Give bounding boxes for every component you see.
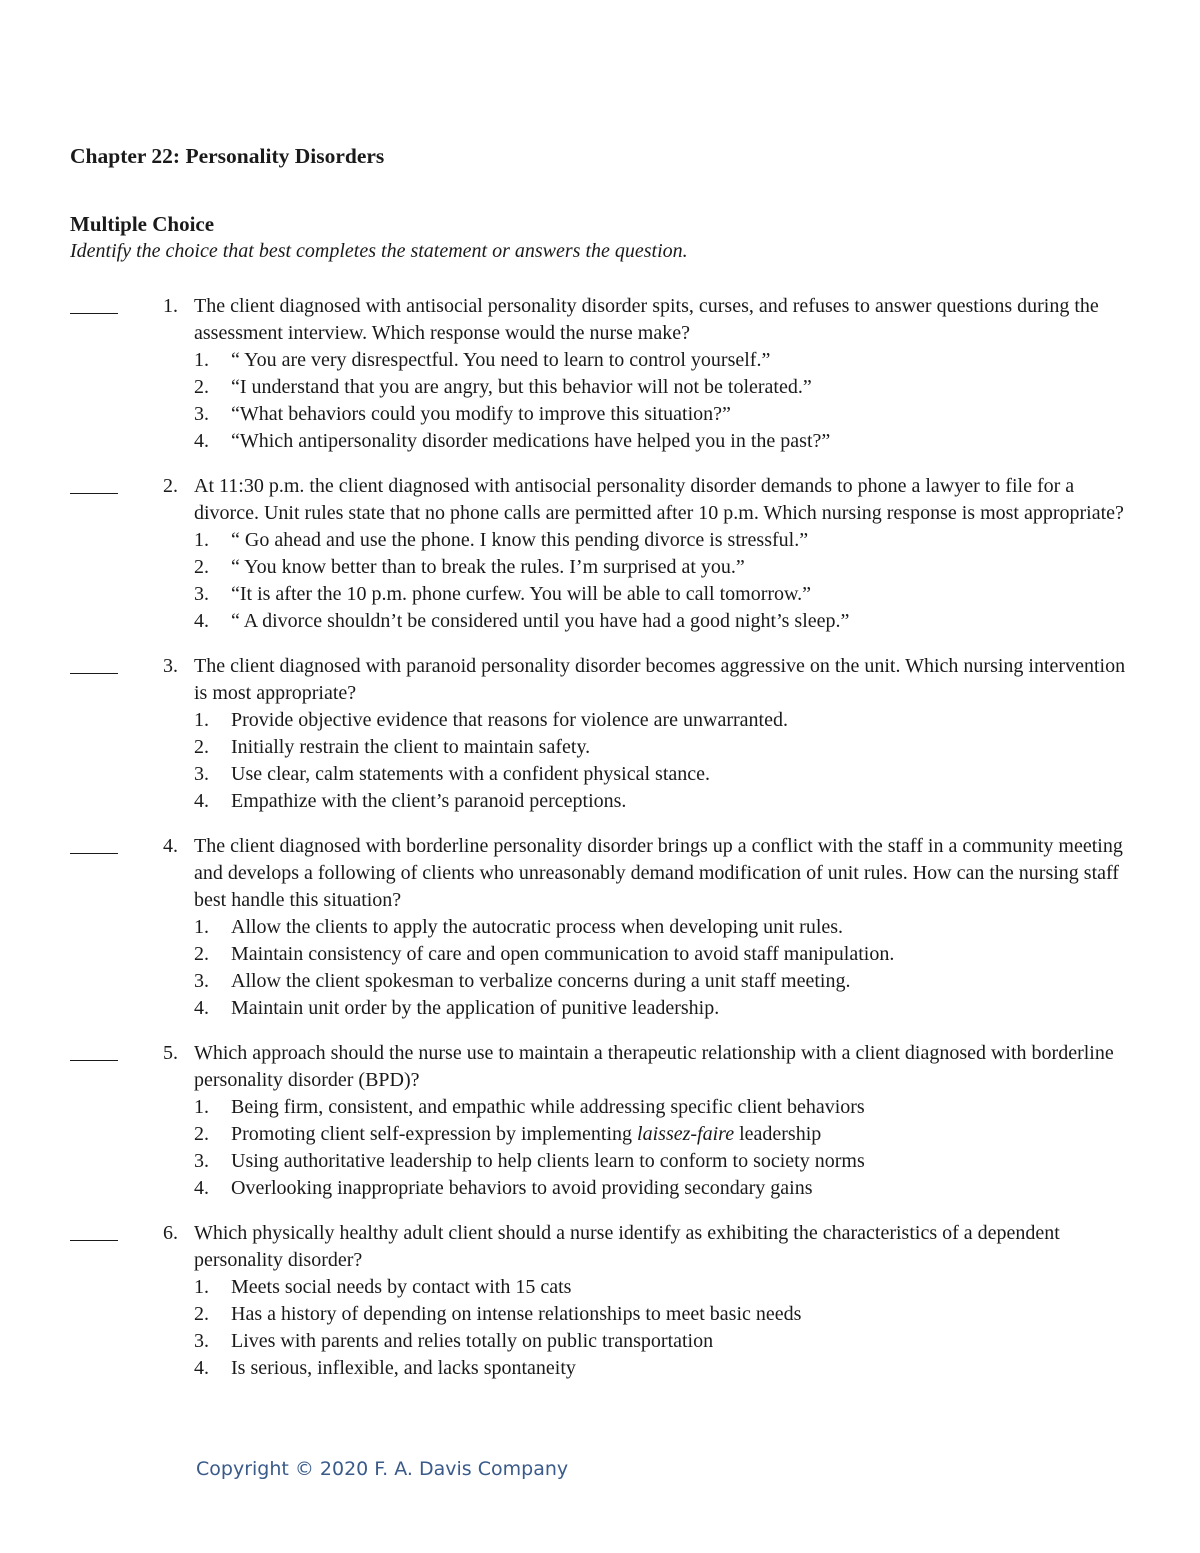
option-number: 2. xyxy=(194,1303,209,1325)
option xyxy=(194,374,1200,401)
option-text: Provide objective evidence that reasons for violence are unwarranted. xyxy=(231,709,788,731)
option-text: “ You are very disrespectful. You need to learn to control yourself.” xyxy=(231,349,771,371)
option xyxy=(194,734,1200,761)
option-text: Empathize with the client’s paranoid perceptions. xyxy=(231,790,627,812)
question-number: 5. xyxy=(163,1042,178,1064)
option xyxy=(194,527,1200,554)
option-text: Allow the clients to apply the autocratic process when developing unit rules. xyxy=(231,916,844,938)
option-text: Being firm, consistent, and empathic while addressing specific client behaviors xyxy=(231,1096,865,1118)
option-text-after: leadership xyxy=(734,1123,822,1145)
option-number: 4. xyxy=(194,1177,209,1199)
question-2 xyxy=(0,473,1200,635)
option xyxy=(194,968,1200,995)
option xyxy=(194,1094,1200,1121)
option-text: “It is after the 10 p.m. phone curfew. You will be able to call tomorrow.” xyxy=(231,583,812,605)
option xyxy=(194,1148,1200,1175)
question-number: 6. xyxy=(163,1222,178,1244)
option-number: 4. xyxy=(194,997,209,1019)
answer-blank[interactable] xyxy=(70,293,118,314)
question-5 xyxy=(0,1040,1200,1202)
option-number: 1. xyxy=(194,349,209,371)
option xyxy=(194,707,1200,734)
option xyxy=(194,1328,1200,1355)
option-text-italic: laissez-faire xyxy=(637,1123,735,1145)
option-text: Using authoritative leadership to help clients learn to conform to society norms xyxy=(231,1150,865,1172)
option-text: “ Go ahead and use the phone. I know this pending divorce is stressful.” xyxy=(231,529,809,551)
option-number: 4. xyxy=(194,790,209,812)
option-number: 1. xyxy=(194,916,209,938)
option xyxy=(194,995,1200,1022)
option-text: “Which antipersonality disorder medications have helped you in the past?” xyxy=(231,430,831,452)
option-text: Initially restrain the client to maintain safety. xyxy=(231,736,591,758)
option-list xyxy=(194,914,1200,1022)
option-text: Overlooking inappropriate behaviors to avoid providing secondary gains xyxy=(231,1177,813,1199)
option xyxy=(194,581,1200,608)
question-number: 4. xyxy=(163,835,178,857)
option-number: 3. xyxy=(194,403,209,425)
option-number: 2. xyxy=(194,1123,209,1145)
option-number: 1. xyxy=(194,1096,209,1118)
option-number: 2. xyxy=(194,556,209,578)
section-title: Multiple Choice xyxy=(70,212,215,236)
option xyxy=(194,347,1200,374)
option-text: “What behaviors could you modify to improve this situation?” xyxy=(231,403,731,425)
question-text: The client diagnosed with borderline personality disorder brings up a conflict with the staff in a community meeting and develops a following of clients who unreasonably demand modification of unit rules. How can the nursing staff best handle this situation? xyxy=(194,835,1123,911)
option-list xyxy=(194,347,1200,455)
option xyxy=(194,1121,1200,1148)
option-list xyxy=(194,1094,1200,1202)
option-number: 4. xyxy=(194,430,209,452)
option-text: “I understand that you are angry, but this behavior will not be tolerated.” xyxy=(231,376,812,398)
option-number: 4. xyxy=(194,1357,209,1379)
option-text: Lives with parents and relies totally on public transportation xyxy=(231,1330,714,1352)
option-number: 2. xyxy=(194,943,209,965)
option-text: “ You know better than to break the rules. I’m surprised at you.” xyxy=(231,556,745,578)
question-6 xyxy=(0,1220,1200,1382)
question-text: The client diagnosed with paranoid personality disorder becomes aggressive on the unit. Which nursing intervention is most appropriate? xyxy=(194,655,1126,704)
option xyxy=(194,1355,1200,1382)
option xyxy=(194,608,1200,635)
option-number: 3. xyxy=(194,1330,209,1352)
question-number: 1. xyxy=(163,295,178,317)
option-number: 1. xyxy=(194,1276,209,1298)
option-text-before: Promoting client self-expression by implementing xyxy=(231,1123,638,1145)
option xyxy=(194,761,1200,788)
option-text: Maintain consistency of care and open communication to avoid staff manipulation. xyxy=(231,943,895,965)
option-number: 2. xyxy=(194,736,209,758)
question-1 xyxy=(0,293,1200,455)
option-text: Allow the client spokesman to verbalize concerns during a unit staff meeting. xyxy=(231,970,851,992)
option xyxy=(194,914,1200,941)
answer-blank[interactable] xyxy=(70,1220,118,1241)
question-list xyxy=(0,293,1200,1400)
option-list xyxy=(194,1274,1200,1382)
option-text: Maintain unit order by the application of punitive leadership. xyxy=(231,997,720,1019)
instructions: Identify the choice that best completes the statement or answers the question. xyxy=(70,240,688,262)
option-number: 1. xyxy=(194,529,209,551)
option-number: 3. xyxy=(194,970,209,992)
answer-blank[interactable] xyxy=(70,653,118,674)
option-number: 3. xyxy=(194,763,209,785)
option xyxy=(194,1175,1200,1202)
option xyxy=(194,941,1200,968)
option-list xyxy=(194,707,1200,815)
option xyxy=(194,428,1200,455)
option-number: 3. xyxy=(194,1150,209,1172)
copyright-footer: Copyright © 2020 F. A. Davis Company xyxy=(196,1458,569,1480)
option-text: Use clear, calm statements with a confident physical stance. xyxy=(231,763,711,785)
question-number: 3. xyxy=(163,655,178,677)
option-text: “ A divorce shouldn’t be considered until you have had a good night’s sleep.” xyxy=(231,610,850,632)
option-number: 4. xyxy=(194,610,209,632)
option xyxy=(194,401,1200,428)
chapter-title: Chapter 22: Personality Disorders xyxy=(70,144,385,168)
answer-blank[interactable] xyxy=(70,1040,118,1061)
option-text: Meets social needs by contact with 15 cats xyxy=(231,1276,572,1298)
question-number: 2. xyxy=(163,475,178,497)
option-number: 2. xyxy=(194,376,209,398)
option xyxy=(194,1274,1200,1301)
option-number: 3. xyxy=(194,583,209,605)
option xyxy=(194,788,1200,815)
option-number: 1. xyxy=(194,709,209,731)
option-list xyxy=(194,527,1200,635)
answer-blank[interactable] xyxy=(70,833,118,854)
question-text: The client diagnosed with antisocial personality disorder spits, curses, and refuses to answer questions during the assessment interview. Which response would the nurse make? xyxy=(194,295,1099,344)
option-text: Is serious, inflexible, and lacks spontaneity xyxy=(231,1357,576,1379)
question-text: Which approach should the nurse use to maintain a therapeutic relationship with a client diagnosed with borderline personality disorder (BPD)? xyxy=(194,1042,1114,1091)
option xyxy=(194,1301,1200,1328)
option-text: Has a history of depending on intense relationships to meet basic needs xyxy=(231,1303,802,1325)
question-text: Which physically healthy adult client should a nurse identify as exhibiting the characteristics of a dependent personality disorder? xyxy=(194,1222,1060,1271)
answer-blank[interactable] xyxy=(70,473,118,494)
question-3 xyxy=(0,653,1200,815)
option xyxy=(194,554,1200,581)
question-4 xyxy=(0,833,1200,1022)
question-text: At 11:30 p.m. the client diagnosed with antisocial personality disorder demands to phone a lawyer to file for a divorce. Unit rules state that no phone calls are permitted after 10 p.m. Which nursing response is most appropriate? xyxy=(194,475,1124,524)
